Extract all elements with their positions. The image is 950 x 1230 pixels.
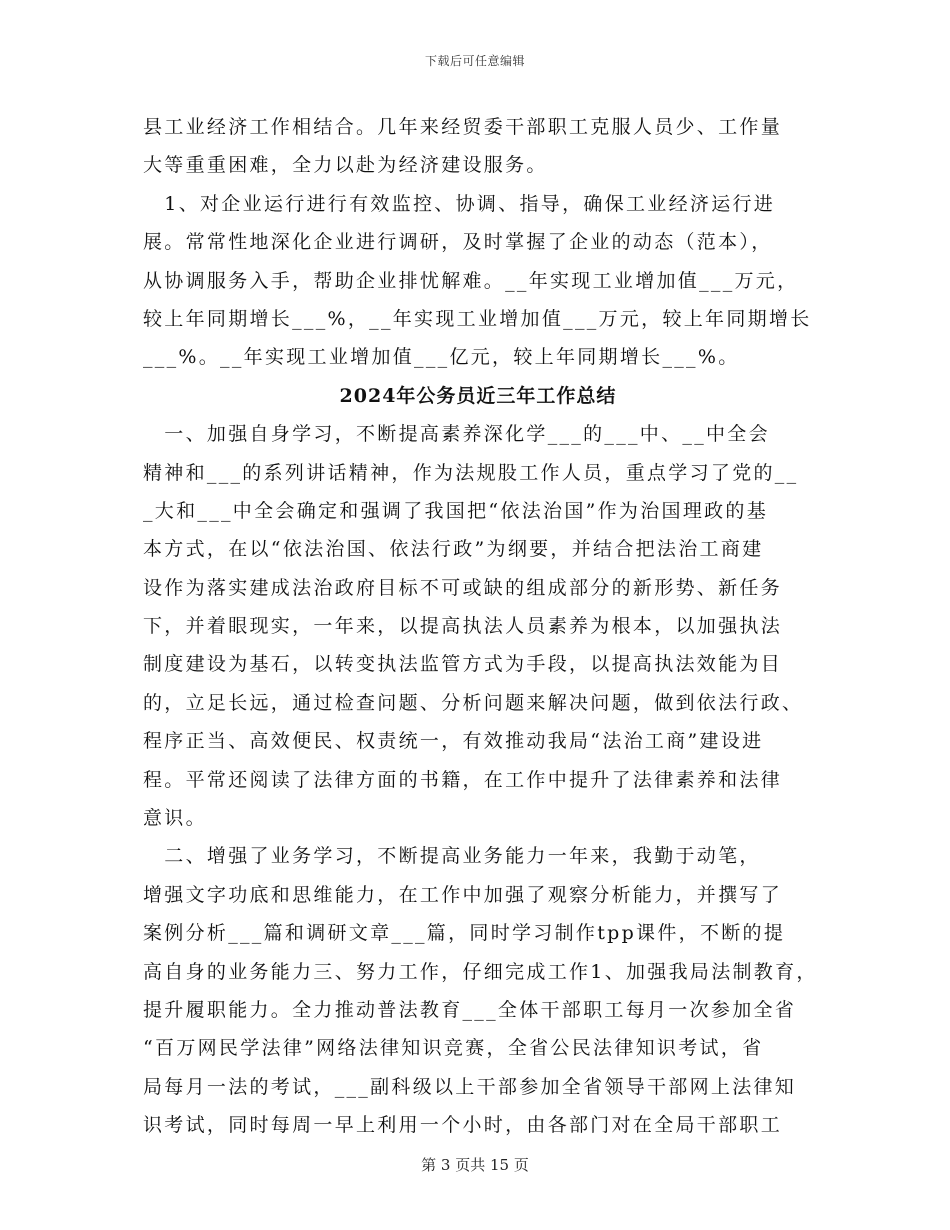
document-body [143,108,818,1145]
paragraph-line: 高自身的业务能力三、努力工作，仔细完成工作1、加强我局法制教育， [143,960,818,983]
paragraph-line: 程序正当、高效便民、权责统一，有效推动我局“法治工商”建设进 [143,730,764,753]
paragraph-line: 1、对企业运行进行有效监控、协调、指导，确保工业经济运行进 [143,192,776,215]
paragraph-line: 程。平常还阅读了法律方面的书籍，在工作中提升了法律素养和法律 [143,768,783,791]
paragraph-line: 较上年同期增长___%，__年实现工业增加值___万元，较上年同期增长 [143,307,812,330]
paragraph-line: 精神和___的系列讲话精神，作为法规股工作人员，重点学习了党的__ [143,461,799,484]
paragraph-line: ___%。__年实现工业增加值___亿元，较上年同期增长___%。 [143,346,740,369]
paragraph-line: 从协调服务入手，帮助企业排忧解难。__年实现工业增加值___万元， [143,269,799,292]
paragraph-line: 意识。 [143,807,207,830]
paragraph-line: 二、增强了业务学习，不断提高业务能力一年来，我勤于动笔， [143,845,761,868]
paragraph-line: 案例分析___篇和调研文章___篇，同时学习制作tpp课件，不断的提 [143,922,786,945]
paragraph-line: 提升履职能力。全力推动普法教育___全体干部职工每月一次参加全省 [143,998,797,1021]
paragraph-line: 一、加强自身学习，不断提高素养深化学___的___中、__中全会 [143,423,770,446]
paragraph-line: 下，并着眼现实，一年来，以提高执法人员素养为根本，以加强执法 [143,615,783,638]
paragraph-line: 的，立足长远，通过检查问题、分析问题来解决问题，做到依法行政、 [143,691,804,714]
paragraph-line: 本方式，在以“依法治国、依法行政”为纲要，并结合把法治工商建 [143,538,764,561]
paragraph-line: _大和___中全会确定和强调了我国把“依法治国”作为治国理政的基 [143,499,769,522]
paragraph-line: 识考试，同时每周一早上利用一个小时，由各部门对在全局干部职工 [143,1114,783,1137]
page-header: 下载后可任意编辑 [424,54,525,68]
paragraph-line: 大等重重困难，全力以赴为经济建设服务。 [143,154,548,177]
paragraph-line: 局每月一法的考试，___副科级以上干部参加全省领导干部网上法律知 [143,1075,797,1098]
paragraph-line: 设作为落实建成法治政府目标不可或缺的组成部分的新形势、新任务 [143,576,783,599]
paragraph-line: “百万网民学法律”网络法律知识竞赛，全省公民法律知识考试，省 [143,1037,764,1060]
section-title: 2024年公务员近三年工作总结 [339,384,617,407]
paragraph-line: 县工业经济工作相结合。几年来经贸委干部职工克服人员少、工作量 [143,116,783,138]
paragraph-line: 增强文字功底和思维能力，在工作中加强了观察分析能力，并撰写了 [143,883,783,906]
paragraph-line: 制度建设为基石，以转变执法监管方式为手段，以提高执法效能为目 [143,653,783,676]
page-footer: 第 3 页共 15 页 [421,1156,529,1174]
paragraph-line: 展。常常性地深化企业进行调研，及时掌握了企业的动态（范本）， [143,231,773,254]
